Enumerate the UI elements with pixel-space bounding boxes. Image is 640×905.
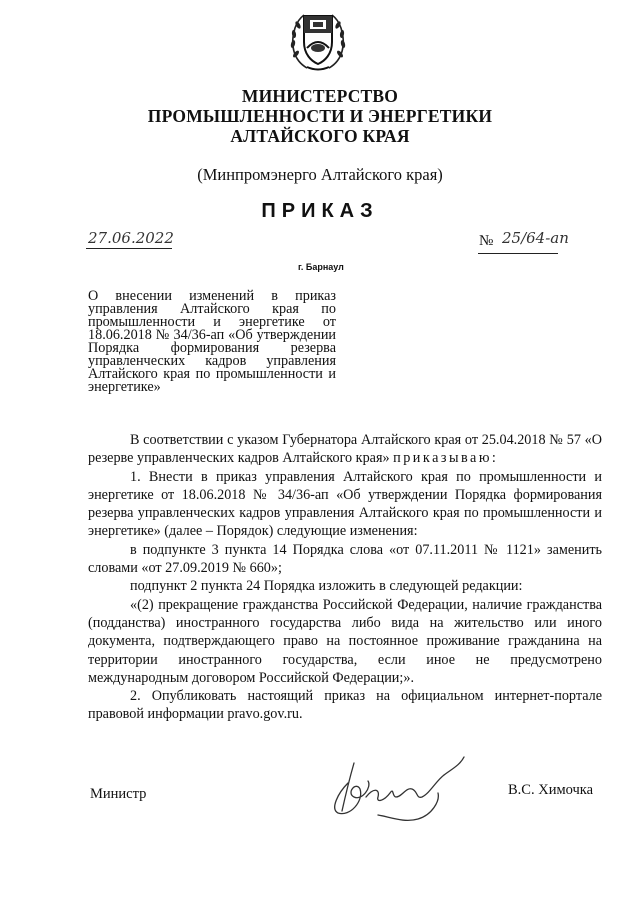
body-item-1: 1. Внести в приказ управления Алтайского края по промышленности и энергетике от 18.06.2018 № 34/36-ап «Об утверждении Порядка формирования резерва управленческих кадров управления Алтайского края по промышленности и энергетике» (далее – Порядок) следующие изменения: xyxy=(88,468,602,540)
handwritten-signature-icon xyxy=(320,753,470,825)
number-underline xyxy=(478,253,558,254)
ministry-short-name: (Минпромэнерго Алтайского края) xyxy=(197,165,443,184)
preamble-text: В соответствии с указом Губернатора Алтайского края от 25.04.2018 № 57 «О резерве управленческих кадров Алтайского края» xyxy=(88,432,602,467)
date-underline xyxy=(86,248,172,249)
preamble-order-word: приказываю: xyxy=(393,450,499,467)
body-preamble xyxy=(88,431,602,468)
signatory-position: Министр xyxy=(90,786,147,802)
coat-of-arms-icon xyxy=(287,6,349,74)
body-item-1a: в подпункте 3 пункта 14 Порядка слова «от 07.11.2011 № 1121» заменить словами «от 27.09.2019 № 660»; xyxy=(88,541,602,577)
body-item-2: 2. Опубликовать настоящий приказ на официальном интернет-портале правовой информации pravo.gov.ru. xyxy=(88,688,602,723)
body-item-1-quote: «(2) прекращение гражданства Российской Федерации, наличие гражданства (подданства) иностранного государства либо вида на жительство или иного документа, подтверждающего право на постоянное проживание гражданина на территории иностранного государства, если иное не предусмотрено международным договором Российской Федерации;». xyxy=(88,596,602,686)
ministry-name-line2: ПРОМЫШЛЕННОСТИ И ЭНЕРГЕТИКИ xyxy=(147,106,493,126)
ministry-name xyxy=(60,86,580,146)
signatory-name: В.С. Химочка xyxy=(508,782,594,798)
document-number-label: № xyxy=(479,233,494,249)
body-item-1b: подпункт 2 пункта 24 Порядка изложить в следующей редакции: xyxy=(130,578,523,595)
ministry-name-line1: МИНИСТЕРСТВО xyxy=(241,86,399,106)
ministry-name-line3: АЛТАЙСКОГО КРАЯ xyxy=(230,126,410,146)
document-subject: О внесении изменений в приказ управления Алтайского края по промышленности и энергетике от 18.06.2018 № 34/36-ап «Об утверждении Порядка формирования резерва управленческих кадров управления Алтайского края по промышленности и энергетике» xyxy=(88,288,336,395)
document-date: 27.06.2022 xyxy=(88,229,174,247)
document-type: ПРИКАЗ xyxy=(261,200,379,222)
document-city: г. Барнаул xyxy=(298,262,344,272)
document-number: 25/64-ап xyxy=(502,229,569,247)
document-body xyxy=(88,431,602,724)
